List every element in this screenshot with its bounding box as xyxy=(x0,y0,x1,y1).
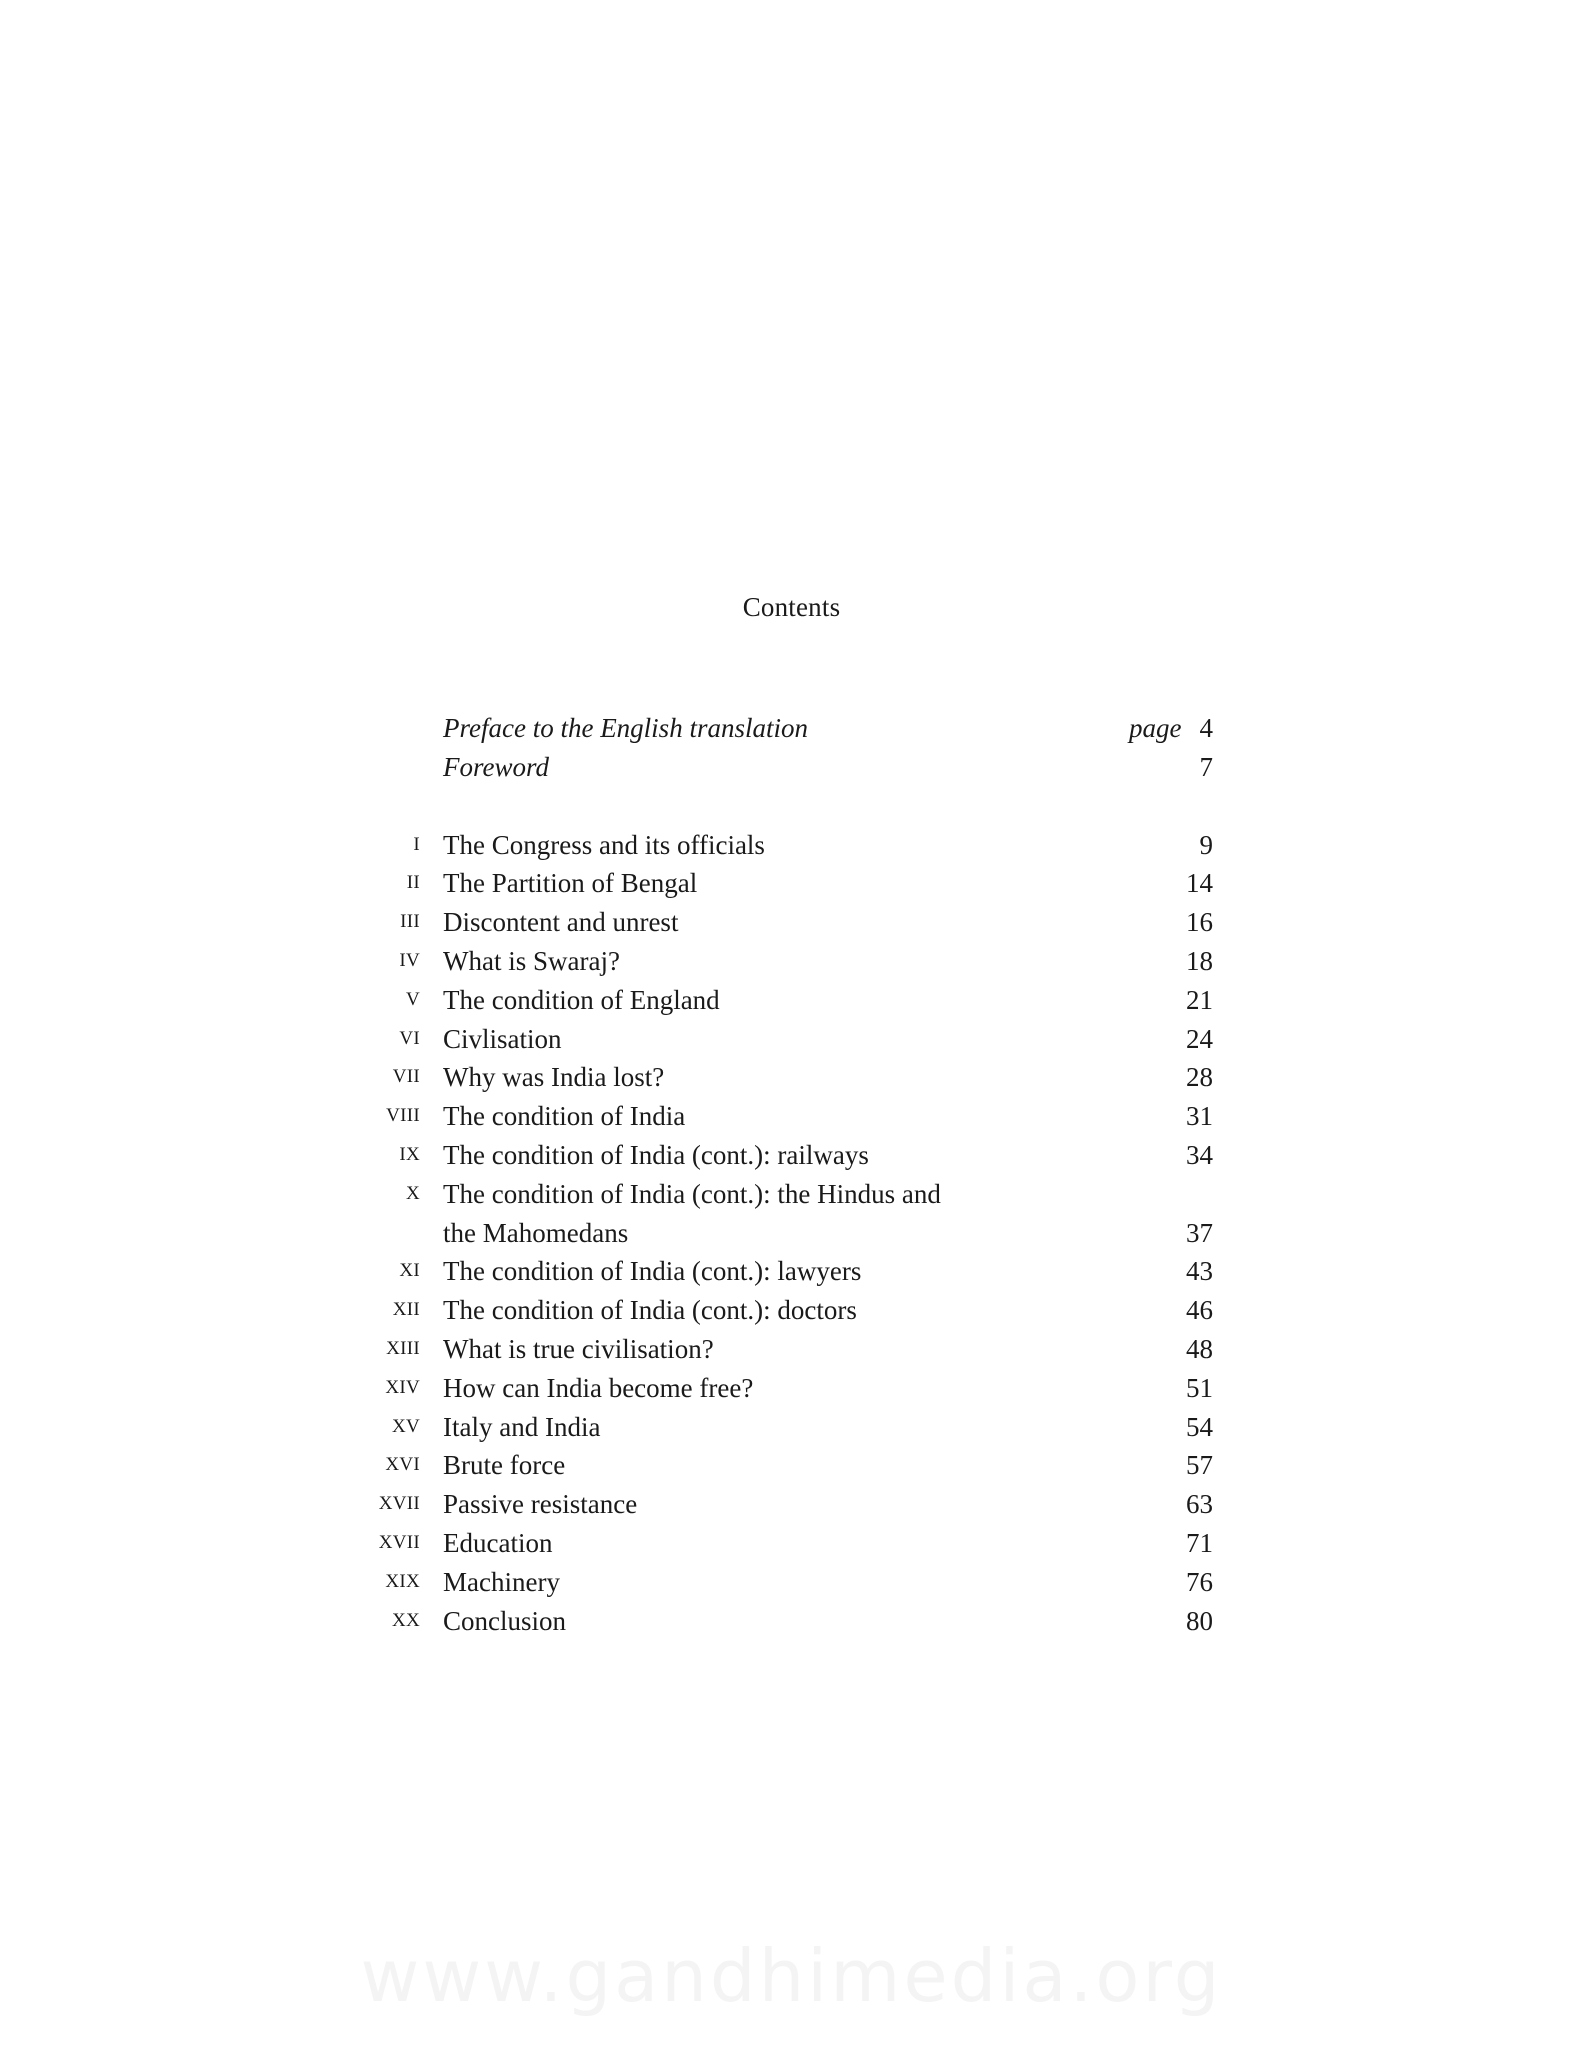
chapter-number: XI xyxy=(399,1260,420,1282)
toc-chapter-entry[interactable] xyxy=(360,981,1213,1020)
chapter-number: VI xyxy=(399,1027,420,1049)
toc-entry-title: What is Swaraj? xyxy=(443,945,620,976)
toc-entry-page: 71 xyxy=(1186,1527,1213,1558)
toc-spacer xyxy=(360,787,1213,826)
toc-entry-page: 54 xyxy=(1186,1411,1213,1442)
toc-chapter-entry[interactable] xyxy=(360,1485,1213,1524)
chapter-number: III xyxy=(400,911,420,933)
toc-entry-title: The condition of England xyxy=(443,984,720,1015)
chapter-number: I xyxy=(413,833,420,855)
toc-entry-title: The condition of India (cont.): lawyers xyxy=(443,1256,862,1287)
toc-entry-title: Why was India lost? xyxy=(443,1062,665,1093)
toc-entry-title: Machinery xyxy=(443,1566,560,1597)
chapter-number: XVII xyxy=(378,1531,420,1553)
toc-entry-page: 28 xyxy=(1186,1062,1213,1093)
toc-entry-title: Passive resistance xyxy=(443,1489,638,1520)
toc-entry-page: 16 xyxy=(1186,907,1213,938)
toc-entry-page: 31 xyxy=(1186,1101,1213,1132)
chapter-number: XVI xyxy=(385,1454,420,1476)
toc-chapter-entry[interactable] xyxy=(360,1369,1213,1408)
toc-chapter-entry[interactable] xyxy=(360,903,1213,942)
toc-entry-title: The condition of India (cont.): the Hindus and xyxy=(443,1178,941,1209)
toc-front-matter-entry[interactable] xyxy=(360,709,1213,748)
chapter-number: XIII xyxy=(386,1337,420,1359)
toc-chapter-entry[interactable] xyxy=(360,1214,1213,1253)
chapter-number: IX xyxy=(399,1143,420,1165)
toc-chapter-entry[interactable] xyxy=(360,1446,1213,1485)
toc-entry-page: 57 xyxy=(1186,1450,1213,1481)
toc-entry-page: 76 xyxy=(1186,1566,1213,1597)
toc-entry-page: 46 xyxy=(1186,1295,1213,1326)
chapter-number: VII xyxy=(392,1066,420,1088)
toc-chapter-entry[interactable] xyxy=(360,1097,1213,1136)
toc-chapter-entry[interactable] xyxy=(360,1136,1213,1175)
toc-entry-page: 18 xyxy=(1186,945,1213,976)
toc-entry-page: 63 xyxy=(1186,1489,1213,1520)
page-label: page xyxy=(1129,713,1182,743)
page-number: 4 xyxy=(1199,713,1213,743)
toc-entry-page: 24 xyxy=(1186,1023,1213,1054)
toc-entry-title: Education xyxy=(443,1527,553,1558)
toc-entry-page xyxy=(1200,748,1214,787)
chapter-number: XII xyxy=(392,1299,420,1321)
toc-entry-title: The condition of India (cont.): railways xyxy=(443,1139,869,1170)
toc-entry-page: 9 xyxy=(1199,829,1213,860)
toc-entry-page: 21 xyxy=(1186,984,1213,1015)
toc-chapter-entry[interactable] xyxy=(360,1252,1213,1291)
toc-entry-page: 34 xyxy=(1186,1139,1213,1170)
chapter-number: XV xyxy=(391,1415,420,1437)
toc-entry-title: Preface to the English translation xyxy=(443,713,808,743)
toc-chapter-entry[interactable] xyxy=(360,1291,1213,1330)
table-of-contents xyxy=(360,709,1213,1640)
toc-entry-page: 14 xyxy=(1186,868,1213,899)
toc-chapter-entry[interactable] xyxy=(360,826,1213,865)
toc-entry-title: Brute force xyxy=(443,1450,566,1481)
chapter-number: V xyxy=(405,988,420,1010)
toc-chapter-entry[interactable] xyxy=(360,1020,1213,1059)
toc-chapter-entry[interactable] xyxy=(360,864,1213,903)
toc-entry-title: How can India become free? xyxy=(443,1372,754,1403)
chapter-number: XIV xyxy=(385,1376,420,1398)
toc-entry-title: The Congress and its officials xyxy=(443,829,765,860)
chapter-number: XX xyxy=(391,1609,420,1631)
toc-entry-page: 48 xyxy=(1186,1333,1213,1364)
toc-entry-title: The condition of India (cont.): doctors xyxy=(443,1295,857,1326)
toc-front-matter-entry[interactable] xyxy=(360,748,1213,787)
toc-entry-title: Italy and India xyxy=(443,1411,601,1442)
page-title: Contents xyxy=(742,592,841,622)
watermark: www.gandhimedia.org xyxy=(360,1934,1223,2018)
toc-entry-page xyxy=(1129,709,1213,748)
chapter-number: VIII xyxy=(386,1105,420,1127)
toc-chapter-entry[interactable] xyxy=(360,1408,1213,1447)
toc-entry-page: 37 xyxy=(1186,1217,1213,1248)
toc-entry-title: Conclusion xyxy=(443,1605,567,1636)
toc-entry-title: The Partition of Bengal xyxy=(443,868,698,899)
toc-chapter-entry[interactable] xyxy=(360,1175,1213,1214)
toc-chapter-entry[interactable] xyxy=(360,1330,1213,1369)
toc-entry-title: Civlisation xyxy=(443,1023,562,1054)
toc-chapter-entry[interactable] xyxy=(360,1602,1213,1641)
toc-entry-page: 43 xyxy=(1186,1256,1213,1287)
toc-entry-page: 80 xyxy=(1186,1605,1213,1636)
toc-chapter-entry[interactable] xyxy=(360,1058,1213,1097)
toc-entry-title: the Mahomedans xyxy=(443,1217,629,1248)
chapter-number: IV xyxy=(399,949,420,971)
toc-chapter-entry[interactable] xyxy=(360,1563,1213,1602)
chapter-number: XVII xyxy=(378,1493,420,1515)
toc-entry-title: The condition of India xyxy=(443,1101,686,1132)
chapter-number: X xyxy=(405,1182,420,1204)
toc-entry-title: Discontent and unrest xyxy=(443,907,679,938)
toc-entry-title: Foreword xyxy=(443,751,549,782)
chapter-number: II xyxy=(406,872,420,894)
toc-entry-page: 51 xyxy=(1186,1372,1213,1403)
toc-entry-title: What is true civilisation? xyxy=(443,1333,714,1364)
page-number: 7 xyxy=(1199,751,1213,782)
toc-chapter-entry[interactable] xyxy=(360,942,1213,981)
toc-chapter-entry[interactable] xyxy=(360,1524,1213,1563)
chapter-number: XIX xyxy=(385,1570,420,1592)
